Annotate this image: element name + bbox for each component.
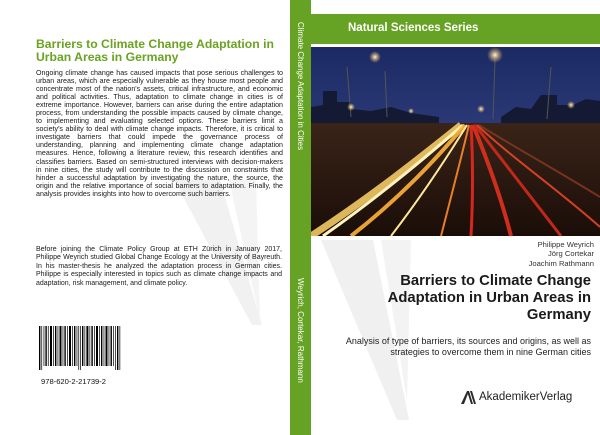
back-cover-blurb: Ongoing climate change has caused impacts that pose serious challenges to urban areas, which are especially vulnerable as they house most people and concentrate most of the nation's assets, critical infrastructure, and economic and political activities. Thus, adaptation to climate change in cities is of extreme importance. However, barriers can arise during the entire adaptation process, from understanding the possible impacts caused by climate change, to implementing and evaluating selected options. These barriers limit a society's ability to deal with climate change impacts. Therefore, it is critical to investigate barriers that could impede the governance process of understanding, planning and implementing climate change adaptation measures. Hence, following a literature review, this research identifies and classifies barriers. Based on semi-structured interviews with decision-makers in nine cities, the study will contribute to the discussion on constraints that hinder a successful adaptation by investigating the nature, the source, the origin and the relative importance of social barriers to adaptation. Finally, the analysis provides insights into how to overcome such barriers. [36, 69, 283, 198]
author-name: Joachim Rathmann [528, 258, 594, 268]
front-cover [311, 0, 600, 435]
author-name: Jörg Cortekar [547, 249, 594, 259]
series-name: Natural Sciences Series [348, 22, 479, 34]
spine-title: Climate Change Adaptation in Cities [296, 22, 305, 151]
back-cover [24, 30, 290, 432]
spine-text [290, 0, 311, 435]
spine-authors: Weyrich, Cortekar, Rathmann [296, 278, 305, 383]
isbn-number: 978-620-2-21739-2 [41, 377, 107, 386]
cover-photo [311, 47, 600, 236]
book-spine [290, 0, 311, 435]
author-bio: Before joining the Climate Policy Group at ETH Zürich in January 2017, Philippe Weyrich studied Global Change Ecology at the University of Bayreuth. In his master-thesis he analyzed the adaptation process in German cities. Philippe is especially interested in topics such as climate change impacts and adaptation, risk management, and climate policy. [36, 246, 282, 287]
back-cover-title: Barriers to Climate Change Adaptation in Urban Areas in Germany [36, 37, 274, 64]
author-list [529, 240, 594, 268]
av-logo-icon [461, 391, 477, 405]
book-title: Barriers to Climate Change Adaptation in Urban Areas in Germany [387, 273, 591, 323]
publisher-mark [461, 388, 599, 408]
barcode-icon [38, 326, 122, 370]
author-name: Philippe Weyrich [537, 240, 594, 249]
publisher-name: AkademikerVerlag [479, 391, 573, 403]
series-band [311, 14, 600, 44]
book-subtitle: Analysis of type of barriers, its sources and origins, as well as strategies to overcome them in nine German cities [345, 336, 591, 357]
